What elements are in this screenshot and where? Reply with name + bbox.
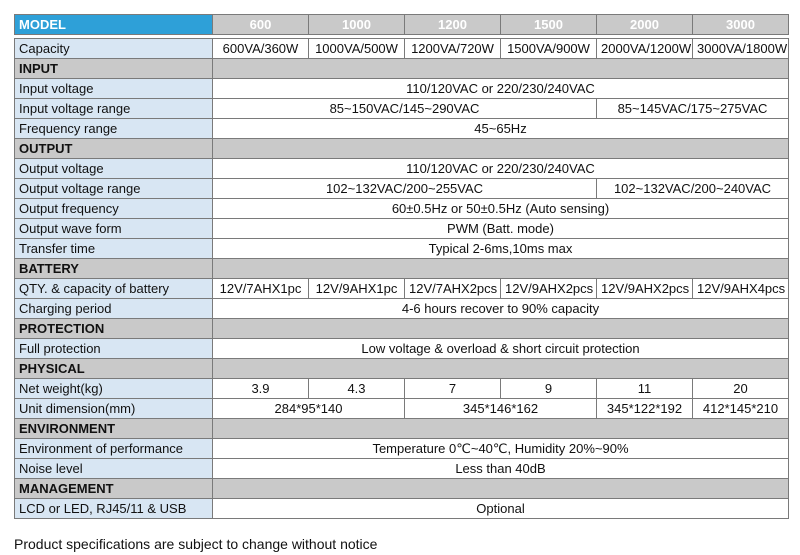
environment-section-row	[15, 419, 789, 439]
output-frequency-value: 60±0.5Hz or 50±0.5Hz (Auto sensing)	[213, 199, 789, 219]
model-1500: 1500	[501, 15, 597, 35]
battery-section-title: BATTERY	[15, 259, 213, 279]
frequency-range-value: 45~65Hz	[213, 119, 789, 139]
capacity-1000: 1000VA/500W	[309, 39, 405, 59]
noise-level-label: Noise level	[15, 459, 213, 479]
model-header-label: MODEL	[15, 15, 213, 35]
output-frequency-row	[15, 199, 789, 219]
output-voltage-value: 110/120VAC or 220/230/240VAC	[213, 159, 789, 179]
model-header-row	[15, 15, 789, 35]
management-interface-value: Optional	[213, 499, 789, 519]
environment-performance-label: Environment of performance	[15, 439, 213, 459]
model-3000: 3000	[693, 15, 789, 35]
footnote: Product specifications are subject to change without notice	[14, 536, 378, 552]
input-range-high-models: 85~145VAC/175~275VAC	[597, 99, 789, 119]
battery-section-row	[15, 259, 789, 279]
transfer-time-row	[15, 239, 789, 259]
battery-qty-row	[15, 279, 789, 299]
output-range-label: Output voltage range	[15, 179, 213, 199]
frequency-range-label: Frequency range	[15, 119, 213, 139]
input-voltage-row	[15, 79, 789, 99]
battery-qty-2000: 12V/9AHX2pcs	[597, 279, 693, 299]
management-interface-label: LCD or LED, RJ45/11 & USB	[15, 499, 213, 519]
physical-section-title: PHYSICAL	[15, 359, 213, 379]
output-section-row	[15, 139, 789, 159]
net-weight-2000: 11	[597, 379, 693, 399]
output-range-row	[15, 179, 789, 199]
unit-dimension-1200-1500: 345*146*162	[405, 399, 597, 419]
net-weight-row	[15, 379, 789, 399]
input-voltage-value: 110/120VAC or 220/230/240VAC	[213, 79, 789, 99]
physical-section-row	[15, 359, 789, 379]
unit-dimension-3000: 412*145*210	[693, 399, 789, 419]
output-voltage-row	[15, 159, 789, 179]
capacity-label: Capacity	[15, 39, 213, 59]
environment-section-title: ENVIRONMENT	[15, 419, 213, 439]
model-600: 600	[213, 15, 309, 35]
output-waveform-label: Output wave form	[15, 219, 213, 239]
output-frequency-label: Output frequency	[15, 199, 213, 219]
model-1000: 1000	[309, 15, 405, 35]
net-weight-label: Net weight(kg)	[15, 379, 213, 399]
battery-qty-1500: 12V/9AHX2pcs	[501, 279, 597, 299]
spec-table	[14, 14, 789, 519]
battery-qty-1000: 12V/9AHX1pc	[309, 279, 405, 299]
model-1200: 1200	[405, 15, 501, 35]
battery-qty-1200: 12V/7AHX2pcs	[405, 279, 501, 299]
environment-performance-value: Temperature 0℃~40℃, Humidity 20%~90%	[213, 439, 789, 459]
unit-dimension-label: Unit dimension(mm)	[15, 399, 213, 419]
capacity-row	[15, 39, 789, 59]
transfer-time-value: Typical 2-6ms,10ms max	[213, 239, 789, 259]
environment-performance-row	[15, 439, 789, 459]
management-section-title: MANAGEMENT	[15, 479, 213, 499]
net-weight-1500: 9	[501, 379, 597, 399]
capacity-600: 600VA/360W	[213, 39, 309, 59]
net-weight-1000: 4.3	[309, 379, 405, 399]
full-protection-label: Full protection	[15, 339, 213, 359]
protection-section-title: PROTECTION	[15, 319, 213, 339]
full-protection-value: Low voltage & overload & short circuit protection	[213, 339, 789, 359]
charging-period-label: Charging period	[15, 299, 213, 319]
battery-qty-3000: 12V/9AHX4pcs	[693, 279, 789, 299]
net-weight-3000: 20	[693, 379, 789, 399]
output-section-title: OUTPUT	[15, 139, 213, 159]
input-range-label: Input voltage range	[15, 99, 213, 119]
input-range-row	[15, 99, 789, 119]
battery-qty-600: 12V/7AHX1pc	[213, 279, 309, 299]
full-protection-row	[15, 339, 789, 359]
net-weight-1200: 7	[405, 379, 501, 399]
output-voltage-label: Output voltage	[15, 159, 213, 179]
net-weight-600: 3.9	[213, 379, 309, 399]
capacity-2000: 2000VA/1200W	[597, 39, 693, 59]
capacity-1500: 1500VA/900W	[501, 39, 597, 59]
charging-period-value: 4-6 hours recover to 90% capacity	[213, 299, 789, 319]
protection-section-row	[15, 319, 789, 339]
model-2000: 2000	[597, 15, 693, 35]
unit-dimension-2000: 345*122*192	[597, 399, 693, 419]
unit-dimension-row	[15, 399, 789, 419]
noise-level-row	[15, 459, 789, 479]
charging-period-row	[15, 299, 789, 319]
capacity-1200: 1200VA/720W	[405, 39, 501, 59]
input-section-row	[15, 59, 789, 79]
input-range-low-models: 85~150VAC/145~290VAC	[213, 99, 597, 119]
transfer-time-label: Transfer time	[15, 239, 213, 259]
output-waveform-value: PWM (Batt. mode)	[213, 219, 789, 239]
management-section-row	[15, 479, 789, 499]
capacity-3000: 3000VA/1800W	[693, 39, 789, 59]
output-range-low-models: 102~132VAC/200~255VAC	[213, 179, 597, 199]
noise-level-value: Less than 40dB	[213, 459, 789, 479]
frequency-range-row	[15, 119, 789, 139]
input-section-title: INPUT	[15, 59, 213, 79]
management-interface-row	[15, 499, 789, 519]
input-voltage-label: Input voltage	[15, 79, 213, 99]
output-waveform-row	[15, 219, 789, 239]
battery-qty-label: QTY. & capacity of battery	[15, 279, 213, 299]
output-range-high-models: 102~132VAC/200~240VAC	[597, 179, 789, 199]
unit-dimension-600-1000: 284*95*140	[213, 399, 405, 419]
